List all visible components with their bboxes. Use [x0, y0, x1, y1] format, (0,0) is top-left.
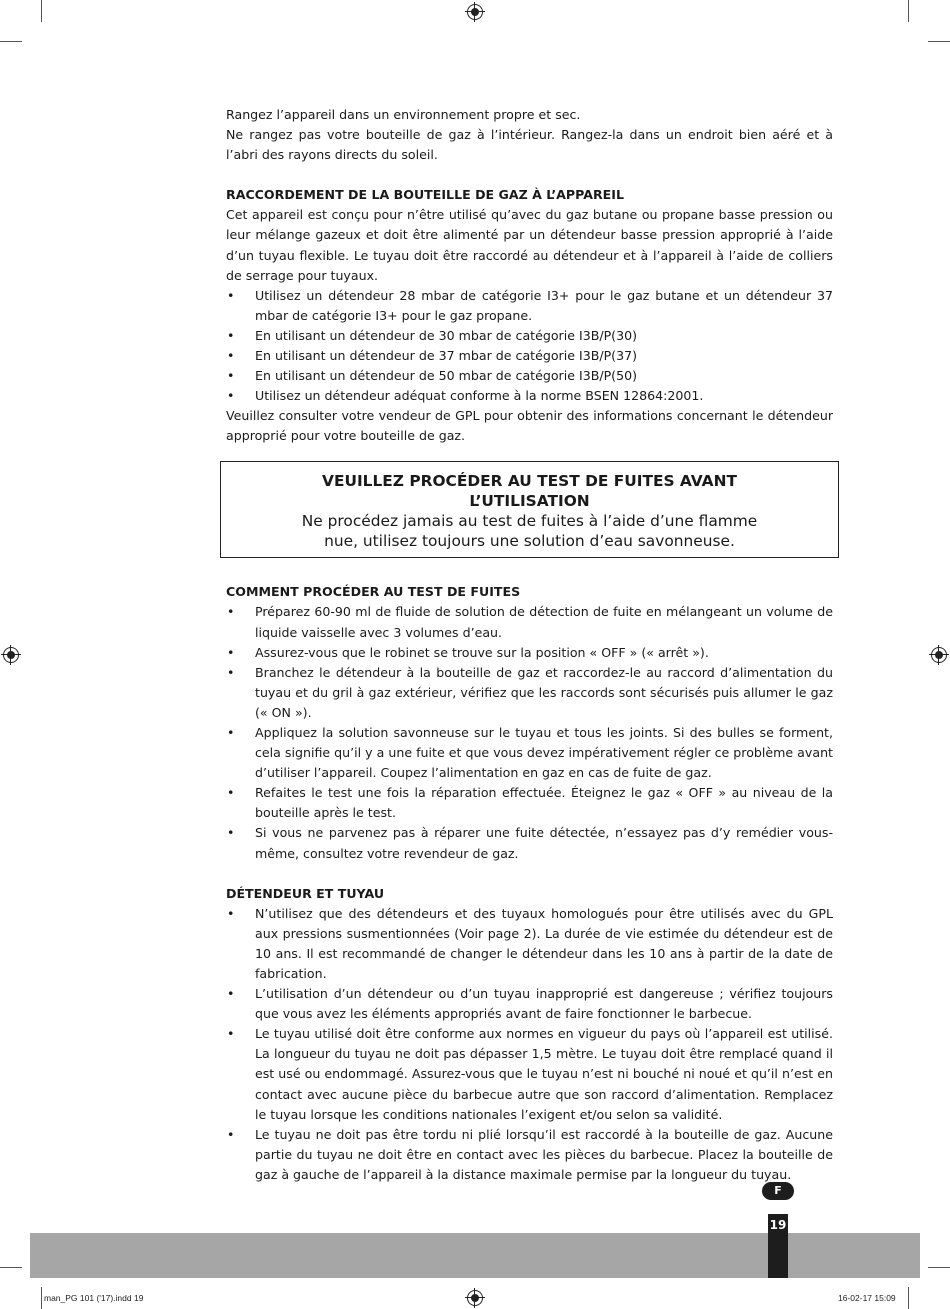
- list-item: • Si vous ne parvenez pas à réparer une fuite détectée, n’essayez pas d’y remédier vous-même, consultez votre revendeur de gaz.: [226, 823, 833, 863]
- crop-mark: [0, 41, 22, 42]
- warning-title: L’UTILISATION: [469, 491, 590, 510]
- bullet-list: [226, 286, 833, 407]
- list-item: • N’utilisez que des détendeurs et des tuyaux homologués pour être utilisés avec du GPL aux pressions susmentionnées (Voir page 2). La durée de vie estimée du détendeur est de 10 ans. Il est recommandé de changer le détendeur dans les 10 ans à partir de la date de fabrication.: [226, 904, 833, 984]
- crop-mark: [908, 0, 909, 22]
- list-item: • Utilisez un détendeur 28 mbar de catégorie I3+ pour le gaz butane et un détendeur 37 mbar de catégorie I3+ pour le gaz propane.: [226, 286, 833, 326]
- intro-line: Rangez l’appareil dans un environnement propre et sec.: [226, 107, 581, 122]
- warning-text: Ne procédez jamais au test de fuites à l’aide d’une flamme: [301, 511, 758, 530]
- crop-mark: [41, 1287, 42, 1309]
- list-item: • En utilisant un détendeur de 37 mbar de catégorie I3B/P(37): [226, 346, 833, 366]
- list-item: • Refaites le test une fois la réparation effectuée. Éteignez le gaz « OFF » au niveau de la bouteille après le test.: [226, 783, 833, 823]
- crop-mark: [928, 1267, 950, 1268]
- warning-title: VEUILLEZ PROCÉDER AU TEST DE FUITES AVANT: [322, 471, 737, 490]
- section-heading-leak-test: COMMENT PROCÉDER AU TEST DE FUITES: [226, 584, 521, 600]
- page-number: 19: [769, 1218, 787, 1232]
- page-content: [226, 105, 833, 1185]
- list-item: • Préparez 60-90 ml de fluide de solution de détection de fuite en mélangeant un volume de liquide vaisselle avec 3 volumes d’eau.: [226, 602, 833, 642]
- bullet-list: [226, 904, 833, 1185]
- registration-mark-icon: [467, 4, 483, 20]
- list-item: • L’utilisation d’un détendeur ou d’un tuyau inapproprié est dangereuse ; vérifiez toujours que vous avez les éléments appropriés avant de faire fonctionner le barbecue.: [226, 984, 833, 1024]
- slug-filename: man_PG 101 ('17).indd 19: [44, 1293, 144, 1303]
- registration-mark-icon: [3, 647, 19, 663]
- crop-mark: [928, 41, 950, 42]
- list-item: • Appliquez la solution savonneuse sur le tuyau et tous les joints. Si des bulles se forment, cela signifie qu’il y a une fuite et que vous devez impérativement régler ce problème avant d’utiliser l’appareil. Coupez l’alimentation en gaz en cas de fuite de gaz.: [226, 723, 833, 783]
- crop-mark: [41, 0, 42, 22]
- list-item: • Utilisez un détendeur adéquat conforme à la norme BSEN 12864:2001.: [226, 386, 833, 406]
- list-item: • En utilisant un détendeur de 50 mbar de catégorie I3B/P(50): [226, 366, 833, 386]
- paragraph: Veuillez consulter votre vendeur de GPL pour obtenir des informations concernant le détendeur approprié pour votre bouteille de gaz.: [226, 408, 833, 444]
- warning-box: [220, 461, 839, 559]
- registration-mark-icon: [931, 647, 947, 663]
- paragraph: Cet appareil est conçu pour n’être utilisé qu’avec du gaz butane ou propane basse pression ou leur mélange gazeux et doit être alimenté par un détendeur basse pression approprié à l’aide d’un tuyau flexible. Le tuyau doit être raccordé au détendeur et à l’appareil à l’aide de colliers de serrage pour tuyaux.: [226, 207, 833, 283]
- intro-line: Ne rangez pas votre bouteille de gaz à l’intérieur. Rangez-la dans un endroit bien aéré et à l’abri des rayons directs du soleil.: [226, 127, 833, 163]
- warning-text: nue, utilisez toujours une solution d’eau savonneuse.: [324, 532, 735, 551]
- section-heading-regulator: DÉTENDEUR ET TUYAU: [226, 885, 385, 901]
- list-item: • Assurez-vous que le robinet se trouve sur la position « OFF » (« arrêt »).: [226, 643, 833, 663]
- slug-timestamp: 16-02-17 15:09: [838, 1293, 896, 1303]
- language-badge: F: [762, 1182, 794, 1200]
- list-item: • Le tuyau ne doit pas être tordu ni plié lorsqu’il est raccordé à la bouteille de gaz. Aucune partie du tuyau ne doit être en contact avec les pièces du barbecue. Placez la bouteille de gaz à gauche de l’appareil à la distance maximale permise par la longueur du tuyau.: [226, 1125, 833, 1185]
- list-item: • En utilisant un détendeur de 30 mbar de catégorie I3B/P(30): [226, 326, 833, 346]
- list-item: • Le tuyau utilisé doit être conforme aux normes en vigueur du pays où l’appareil est utilisé. La longueur du tuyau ne doit pas dépasser 1,5 mètre. Le tuyau doit être remplacé quand il est usé ou endommagé. Assurez-vous que le tuyau n’est ni bouché ni noué et qu’il n’est en contact avec aucune pièce du barbecue autre que son raccord d’alimentation. Remplacez le tuyau lorsque les conditions nationales l’exigent et/ou selon sa validité.: [226, 1024, 833, 1124]
- registration-mark-icon: [467, 1290, 483, 1306]
- section-heading-connection: RACCORDEMENT DE LA BOUTEILLE DE GAZ À L’APPAREIL: [226, 187, 624, 203]
- list-item: • Branchez le détendeur à la bouteille de gaz et raccordez-le au raccord d’alimentation du tuyau et du gril à gaz extérieur, vérifiez que les raccords sont sécurisés puis allumer le gaz (« ON »).: [226, 663, 833, 723]
- bullet-list: [226, 602, 833, 863]
- crop-mark: [908, 1287, 909, 1309]
- crop-mark: [0, 1267, 22, 1268]
